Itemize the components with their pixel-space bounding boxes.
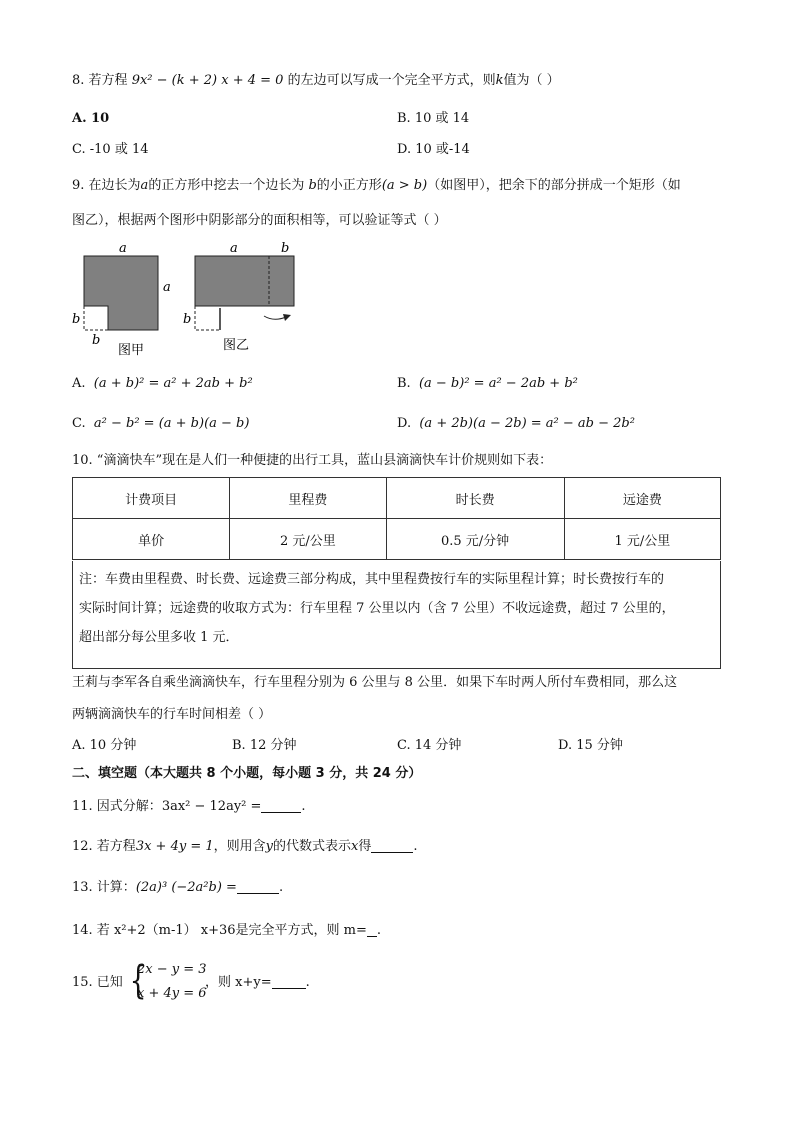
answer-blank[interactable] bbox=[367, 922, 377, 937]
q10-option-b: B. 12 分钟 bbox=[232, 738, 297, 753]
q10-option-d: D. 15 分钟 bbox=[558, 738, 623, 753]
q9-option-b: B. (a − b)² = a² − 2ab + b² bbox=[397, 376, 578, 391]
answer-blank[interactable] bbox=[371, 838, 413, 853]
answer-blank[interactable] bbox=[237, 879, 279, 894]
question-10-line2: 两辆滴滴快车的行车时间相差（ ） bbox=[72, 707, 272, 722]
fig2-caption: 图乙 bbox=[223, 338, 250, 353]
q10-option-a: A. 10 分钟 bbox=[72, 738, 137, 753]
question-11: 11. 因式分解：3ax² − 12ay² = . bbox=[72, 799, 306, 814]
question-13: 13. 计算：(2a)³ (−2a²b) = . bbox=[72, 880, 284, 895]
fee-cell: 单价 bbox=[73, 519, 230, 560]
question-15-tail: ，则 x+y= . bbox=[205, 975, 310, 990]
question-9-line2: 图乙），根据两个图形中阴影部分的面积相等，可以验证等式（ ） bbox=[72, 213, 447, 228]
fee-cell: 2 元/公里 bbox=[230, 519, 386, 560]
q8-option-c: C. -10 或 14 bbox=[72, 142, 149, 157]
fee-header-cell: 时长费 bbox=[386, 478, 564, 519]
q10-option-c: C. 14 分钟 bbox=[397, 738, 462, 753]
fig2-label-b-left: b bbox=[183, 312, 192, 327]
question-15-prefix: 15. 已知 bbox=[72, 975, 123, 990]
q8-option-b: B. 10 或 14 bbox=[397, 111, 470, 126]
brace-icon: { bbox=[129, 958, 147, 1002]
fig2-shaded-rect bbox=[195, 256, 294, 306]
fig1-label-b-left: b bbox=[72, 312, 81, 327]
fee-table-header-row bbox=[73, 478, 721, 519]
answer-blank[interactable] bbox=[272, 974, 306, 989]
q8-option-d: D. 10 或-14 bbox=[397, 142, 470, 157]
q9-option-a: A. (a + b)² = a² + 2ab + b² bbox=[72, 376, 253, 391]
fig1-label-a-top: a bbox=[119, 241, 127, 256]
question-12: 12. 若方程3x + 4y = 1，则用含y的代数式表示x得 . bbox=[72, 839, 418, 854]
q15-eq2: x + 4y = 6 bbox=[137, 986, 207, 1001]
fig1-caption: 图甲 bbox=[118, 343, 145, 358]
fig1-removed-square bbox=[84, 306, 108, 330]
q15-eq1: 2x − y = 3 bbox=[137, 962, 207, 977]
note-line-1: 注：车费由里程费、时长费、远途费三部分构成，其中里程费按行车的实际里程计算；时长费按行车的 bbox=[79, 572, 665, 587]
note-line-2: 实际时间计算；远途费的收取方式为：行车里程 7 公里以内（含 7 公里）不收远途费，超过 7 公里的， bbox=[79, 601, 675, 616]
q9-figures bbox=[62, 238, 312, 358]
fee-table bbox=[72, 477, 721, 560]
fig2-removed-outline bbox=[195, 306, 220, 330]
fig1-shaded-region bbox=[84, 256, 158, 330]
fee-header-cell: 远途费 bbox=[564, 478, 720, 519]
answer-blank[interactable] bbox=[261, 798, 301, 813]
question-10-intro: 10. “滴滴快车”现在是人们一种便捷的出行工具，蓝山县滴滴快车计价规则如下表： bbox=[72, 453, 553, 468]
q9-option-d: D. (a + 2b)(a − 2b) = a² − ab − 2b² bbox=[397, 416, 635, 431]
fee-header-cell: 里程费 bbox=[230, 478, 386, 519]
q8-option-a: A. 10 bbox=[72, 111, 110, 126]
fig1-label-a-right: a bbox=[163, 280, 171, 295]
fee-table-note bbox=[72, 561, 721, 669]
fee-cell: 1 元/公里 bbox=[564, 519, 720, 560]
section-2-heading: 二、填空题（本大题共 8 个小题，每小题 3 分，共 24 分） bbox=[72, 766, 422, 781]
fee-table-row bbox=[73, 519, 721, 560]
q9-option-c: C. a² − b² = (a + b)(a − b) bbox=[72, 416, 250, 431]
fig2-label-a: a bbox=[230, 241, 238, 256]
fig2-label-b-top: b bbox=[281, 241, 290, 256]
fee-header-cell: 计费项目 bbox=[73, 478, 230, 519]
fig2-arrow-line bbox=[264, 316, 286, 319]
fee-cell: 0.5 元/分钟 bbox=[386, 519, 564, 560]
fig1-label-b-bottom: b bbox=[92, 333, 101, 348]
question-9-line1: 9. 在边长为a的正方形中挖去一个边长为 b的小正方形(a > b)（如图甲），把余下的部分拼成一个矩形（如 bbox=[72, 178, 681, 193]
q8-equation: 9x² − (k + 2) x + 4 = 0 bbox=[131, 73, 284, 88]
question-10-line1: 王莉与李军各自乘坐滴滴快车，行车里程分别为 6 公里与 8 公里．如果下车时两人所付车费相同，那么这 bbox=[72, 675, 678, 690]
note-line-3: 超出部分每公里多收 1 元． bbox=[79, 630, 239, 645]
arrow-icon bbox=[283, 314, 291, 321]
question-8: 8. 若方程 9x² − (k + 2) x + 4 = 0 的左边可以写成一个完全平方式，则k值为（ ） bbox=[72, 73, 560, 88]
question-14: 14. 若 x²+2（m-1） x+36是完全平方式，则 m= . bbox=[72, 923, 382, 938]
